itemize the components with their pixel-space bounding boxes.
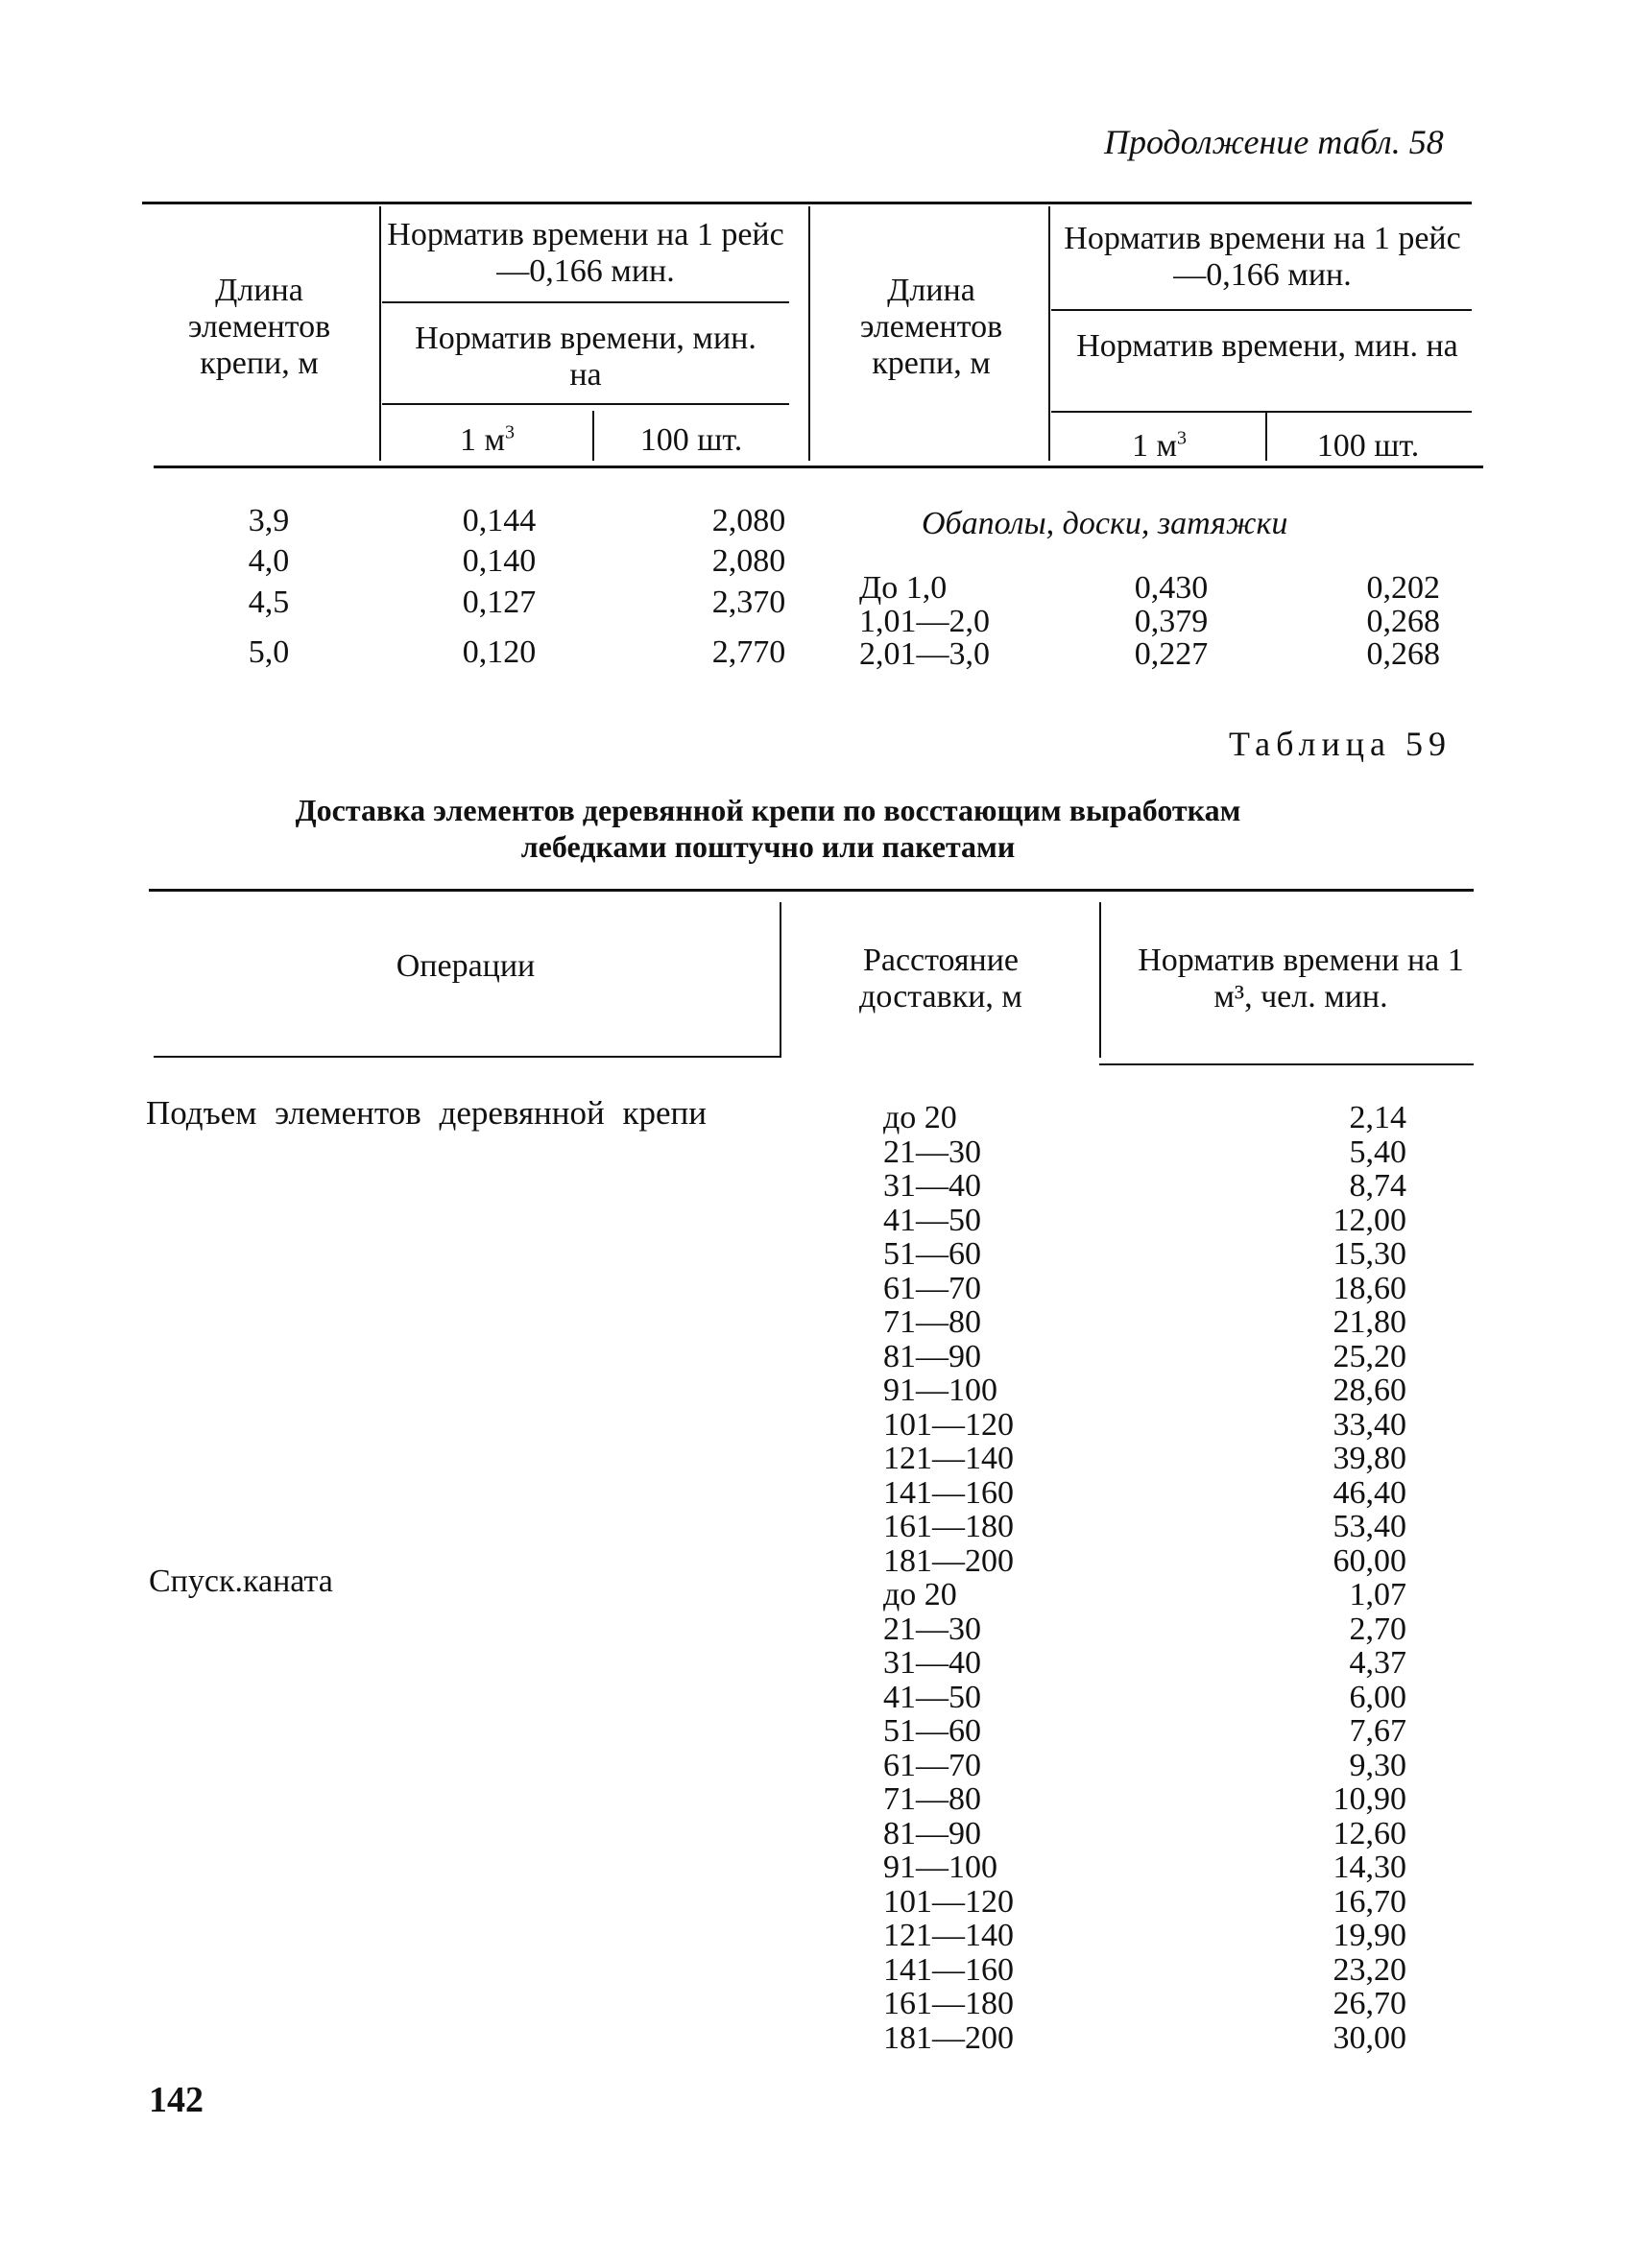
distance-cell: до 20 bbox=[883, 1100, 957, 1135]
norm-cell: 39,80 bbox=[1333, 1441, 1406, 1476]
distance-cell: 91—100 bbox=[883, 1850, 997, 1885]
norm-cell: 23,20 bbox=[1333, 1951, 1406, 1988]
norm-cell: 26,70 bbox=[1333, 1986, 1406, 2021]
hrule bbox=[382, 403, 789, 405]
operation-lift: Подъем элементов деревянной крепи bbox=[146, 1094, 708, 1132]
right-norm-sub-header: Норматив времени, мин. на bbox=[1076, 328, 1458, 364]
vsep bbox=[1048, 206, 1050, 461]
norm-cell: 9,30 bbox=[1349, 1747, 1406, 1783]
hrule bbox=[1051, 309, 1472, 311]
table-cell: 2,370 bbox=[711, 585, 786, 620]
table-cell: 0,430 bbox=[1134, 570, 1209, 606]
norm-cell: 16,70 bbox=[1333, 1883, 1406, 1920]
left-unit-100: 100 шт. bbox=[639, 422, 743, 458]
table-59-title-line1: Доставка элементов деревянной крепи по восстающим выработкам bbox=[295, 793, 1241, 827]
norm-cell: 4,37 bbox=[1349, 1645, 1406, 1681]
vsep bbox=[808, 206, 810, 461]
continuation-label: Продолжение табл. 58 bbox=[1104, 123, 1444, 161]
distance-cell: 31—40 bbox=[883, 1168, 981, 1204]
norm-cell: 19,90 bbox=[1333, 1918, 1406, 1953]
distance-cell: 61—70 bbox=[883, 1747, 981, 1783]
table-cell: 4,5 bbox=[248, 585, 290, 620]
distance-cell: 31—40 bbox=[883, 1645, 981, 1681]
norm-cell: 14,30 bbox=[1333, 1850, 1406, 1885]
distance-cell: 101—120 bbox=[883, 1883, 1014, 1920]
table-rule-top bbox=[149, 889, 1474, 892]
norm-cell: 6,00 bbox=[1349, 1679, 1406, 1715]
norm-cell: 7,67 bbox=[1349, 1713, 1406, 1749]
distance-column bbox=[883, 1101, 1014, 2055]
table-cell: 0,379 bbox=[1134, 604, 1209, 639]
norm-cell: 25,20 bbox=[1333, 1338, 1406, 1374]
table-cell: 0,268 bbox=[1366, 604, 1440, 639]
table-cell: 0,227 bbox=[1134, 636, 1209, 672]
right-norm-trip-header: Норматив времени на 1 рейс—0,166 мин. bbox=[1064, 221, 1461, 293]
distance-cell: 181—200 bbox=[883, 1542, 1014, 1579]
vsep bbox=[379, 206, 381, 461]
left-norm-trip-header: Норматив времени на 1 рейс—0,166 мин. bbox=[387, 217, 784, 289]
table-cell: 5,0 bbox=[248, 634, 290, 670]
page-number: 142 bbox=[149, 2080, 204, 2120]
distance-cell: 51—60 bbox=[883, 1236, 981, 1272]
vsep bbox=[592, 411, 594, 461]
distance-cell: 21—30 bbox=[883, 1611, 981, 1647]
left-unit-m3: 1 $м^3$ bbox=[459, 421, 515, 458]
distance-cell: 161—180 bbox=[883, 1986, 1014, 2021]
table-cell: 0,202 bbox=[1366, 570, 1440, 606]
table-cell: 0,268 bbox=[1366, 636, 1440, 672]
norm-cell: 28,60 bbox=[1333, 1373, 1406, 1408]
distance-cell: 121—140 bbox=[883, 1918, 1014, 1953]
norm-cell: 21,80 bbox=[1333, 1304, 1406, 1340]
distance-cell: 61—70 bbox=[883, 1270, 981, 1306]
table-cell: 2,080 bbox=[711, 543, 786, 579]
operations-header: Операции bbox=[396, 948, 536, 984]
norm-cell: 60,00 bbox=[1333, 1542, 1406, 1579]
norm-cell: 46,40 bbox=[1333, 1474, 1406, 1511]
operation-descent: Спуск.каната bbox=[149, 1564, 333, 1599]
table-cell: 2,01—3,0 bbox=[859, 636, 990, 672]
norm-cell: 15,30 bbox=[1333, 1236, 1406, 1272]
distance-cell: 41—50 bbox=[883, 1679, 981, 1715]
table-cell: 3,9 bbox=[248, 503, 290, 538]
distance-cell: 181—200 bbox=[883, 2019, 1014, 2056]
right-unit-100: 100 шт. bbox=[1316, 428, 1420, 464]
distance-cell: 21—30 bbox=[883, 1134, 981, 1170]
group-title: Обаполы, доски, затяжки bbox=[922, 506, 1288, 541]
distance-cell: 41—50 bbox=[883, 1202, 981, 1238]
table-cell: 4,0 bbox=[248, 543, 290, 579]
distance-cell: 91—100 bbox=[883, 1373, 997, 1408]
hrule bbox=[1051, 411, 1472, 413]
table-cell: 0,144 bbox=[462, 503, 537, 538]
norm-cell: 33,40 bbox=[1333, 1406, 1406, 1443]
distance-cell: 51—60 bbox=[883, 1713, 981, 1749]
table-cell: 2,770 bbox=[711, 634, 786, 670]
distance-cell: 101—120 bbox=[883, 1406, 1014, 1443]
distance-cell: до 20 bbox=[883, 1577, 957, 1612]
distance-cell: 71—80 bbox=[883, 1781, 981, 1817]
table-59-title-line2: лебедками поштучно или пакетами bbox=[520, 829, 1016, 864]
distance-cell: 121—140 bbox=[883, 1441, 1014, 1476]
right-length-header: Длина элементов крепи, м bbox=[859, 273, 1003, 381]
norm-cell: 5,40 bbox=[1349, 1134, 1406, 1170]
norm-cell: 2,70 bbox=[1349, 1611, 1406, 1647]
vsep bbox=[1099, 902, 1101, 1058]
right-unit-m3: 1 $м^3$ bbox=[1131, 427, 1187, 464]
hrule bbox=[382, 301, 789, 303]
table-cell: 0,120 bbox=[462, 634, 537, 670]
norm-header: Норматив времени на 1 м³, чел. мин. bbox=[1138, 943, 1464, 1015]
hrule bbox=[1099, 1063, 1474, 1065]
norm-cell: 12,00 bbox=[1333, 1202, 1406, 1238]
norm-cell: 30,00 bbox=[1333, 2019, 1406, 2056]
distance-cell: 141—160 bbox=[883, 1951, 1014, 1988]
distance-header: Расстояние доставки, м bbox=[859, 943, 1022, 1015]
left-norm-sub-header: Норматив времени, мин. на bbox=[415, 321, 756, 393]
table-rule-header-bottom bbox=[154, 466, 1483, 468]
table-cell: 0,127 bbox=[462, 585, 537, 620]
table-cell: 1,01—2,0 bbox=[859, 604, 990, 639]
left-length-header: Длина элементов крепи, м bbox=[187, 273, 331, 381]
norm-cell: 8,74 bbox=[1349, 1168, 1406, 1204]
distance-cell: 81—90 bbox=[883, 1815, 981, 1851]
table-cell: 0,140 bbox=[462, 543, 537, 579]
norm-cell: 18,60 bbox=[1333, 1270, 1406, 1306]
distance-cell: 141—160 bbox=[883, 1474, 1014, 1511]
norm-cell: 10,90 bbox=[1333, 1781, 1406, 1817]
vsep bbox=[780, 902, 781, 1058]
norm-cell: 2,14 bbox=[1349, 1100, 1406, 1135]
norm-cell: 53,40 bbox=[1333, 1509, 1406, 1544]
table-59-label: Таблица 59 bbox=[1229, 725, 1452, 763]
distance-cell: 161—180 bbox=[883, 1509, 1014, 1544]
distance-cell: 81—90 bbox=[883, 1338, 981, 1374]
norm-cell: 1,07 bbox=[1349, 1577, 1406, 1612]
norm-column bbox=[1277, 1101, 1406, 2055]
table-cell: 2,080 bbox=[711, 503, 786, 538]
distance-cell: 71—80 bbox=[883, 1304, 981, 1340]
norm-cell: 12,60 bbox=[1333, 1815, 1406, 1851]
hrule bbox=[154, 1056, 780, 1058]
table-rule-top bbox=[142, 202, 1472, 204]
table-cell: До 1,0 bbox=[859, 570, 948, 606]
